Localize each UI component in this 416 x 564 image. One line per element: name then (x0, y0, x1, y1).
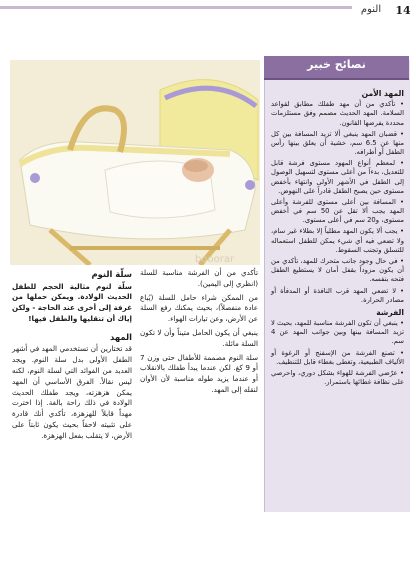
body-paragraph: ينبغي أن يكون الحامل متيناً وأن لا تكون السلة مائلة. (140, 327, 258, 348)
main-column-left (12, 268, 132, 445)
body-paragraph: من الممكن شراء حامل للسلة (يُباع عادة منفصلاً)، بحيث يمكنك رفع السلة عن الأرض، وعن تيارات الهواء. (140, 292, 258, 324)
section-title: النوم (360, 4, 382, 15)
sidebar-paragraph: • لمعظم أنواع المهود مستوى فرشة قابل للتعديل، بدءاً من أعلى مستوى لتسهيل الوصول إلى الطفل في الأشهر الأولى وانتهاء بأخفض مستوى حين يصبح الطفل قادراً على النهوض. (271, 159, 404, 195)
sidebar-paragraph: • تصنع الفرشة من الإسفنج أو الرغوة أو الألياف الطبيعية، وتغطى بغطاء قابل للتنظيف. (271, 348, 404, 366)
watermark-text: booorar (195, 254, 235, 265)
sidebar-paragraph: • في حال وجود جانب متحرك للمهد، تأكدي من أن يكون مزوداً بقفل أمان لا يستطيع الطفل فتحه بنفسه. (271, 257, 404, 284)
expert-tips-sidebar (264, 60, 410, 512)
sidebar-paragraph: • ينبغي أن تكون الفرشة مناسبة للمهد، بحيث لا تزيد المسافة بينها وبين جوانب المهد عن 4 سم. (271, 319, 404, 346)
header-rule (0, 6, 352, 9)
crib-paragraph: قد تختارين أن تستخدمي المهد في أشهر الطفل الأولى بدل سلة النوم. ويجد العديد من الفوائد التي لسلة النوم، لكنه ليس نقالاً. الفرق الأساسي أن المهد يمكن هزهزته، ويجد طفلك الحديث الولادة في ذلك راحة بالغة. إذا اخترت مهداً قابلاً للهزهزة، تأكدي أنك قادرة على تثبيته لاحقاً بحيث يكون ثابتاً على الأرض، لا يتقلب بفعل الهزهزة. (12, 344, 132, 440)
main-column-right (140, 268, 258, 399)
baby-basket-photo (10, 60, 260, 265)
sidebar-heading-crib-safety: المهد الأمن (361, 89, 404, 98)
sidebar-paragraph: • قضبان المهد ينبغي ألا تزيد المسافة بين كل منها عن 6.5 سم، خشية أن يعلق بينها رأس الطفل أو أطرافه. (271, 129, 404, 157)
crib-heading: المهد (110, 331, 132, 342)
page-header (0, 0, 416, 20)
page-number: 14 (392, 3, 414, 19)
basket-heading: سلّة النوم (91, 269, 132, 279)
sidebar-paragraph: • لا تضعي المهد قرب النافذة أو المدفأة أو مصادر الحرارة. (271, 286, 404, 304)
sidebar-heading-mattress: الفرشة (376, 307, 404, 317)
basket-caption: سلّة لنوم مثالية الحجم للطفل الحديث الولادة. ويمكن حملها من غرفة إلى أخرى عند الحاجة - ولكن إياك أن تنقليها والطفل فيها! (12, 281, 132, 323)
basket-illustration (10, 60, 260, 265)
body-paragraph: سلة النوم مصممة للأطفال حتى وزن 7 أو 9 كغ. لكن عندما يبدأ طفلك بالانقلاب أو عندما يزيد طوله مناسبة لأن الأوان لنقله إلى المهد. (140, 352, 258, 394)
sidebar-title: نصائح خبير (307, 58, 366, 71)
sidebar-paragraph: • تأكدي من أن مهد طفلك مطابق لقواعد السلامة. المهد الحديث مصمم وفق مستلزمات محددة يفرضها القانون. (271, 100, 404, 127)
sidebar-paragraph: • عرّضي الفرشة للهواء بشكل دوري، واحرصي على نظافة غطائها باستمرار. (271, 368, 404, 387)
sidebar-paragraph: • يجب ألا يكون المهد مطلياً إلا بطلاء غير سام، ولا تضعي فيه أي شيء يمكن للطفل استعماله للتسلق وتجنب السقوط. (271, 227, 404, 254)
intro-paragraph: تأكدي من أن الفرشة مناسبة للسلة (انظري إلى اليمين). (140, 268, 258, 288)
sidebar-paragraph: • المسافة بين أعلى مستوى للفرشة وأعلى المهد يجب ألا تقل عن 50 سم في أخفض مستوى، و20 سم في أعلى مستوى. (271, 197, 404, 225)
